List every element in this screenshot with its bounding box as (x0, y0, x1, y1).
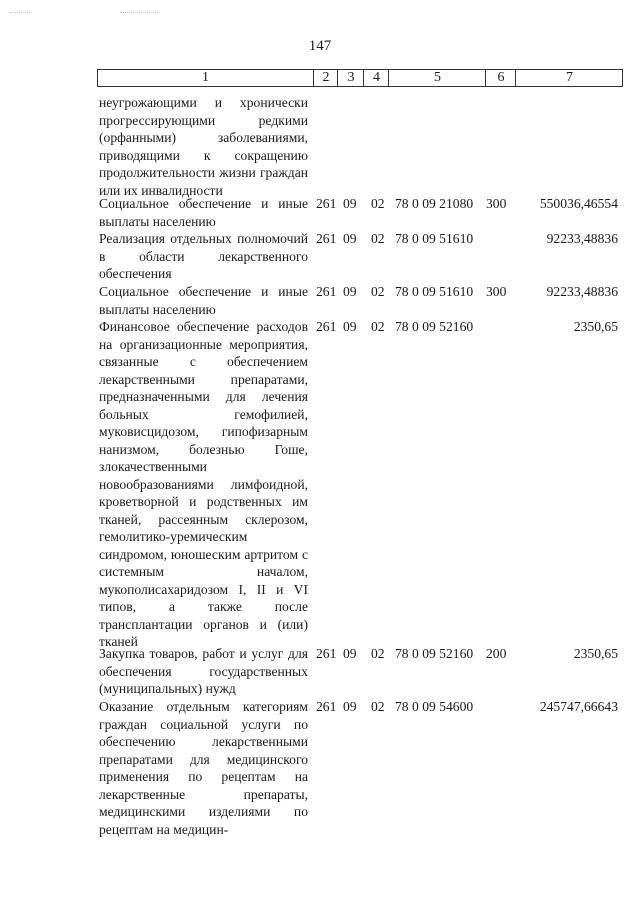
row-section-code: 09 (343, 646, 357, 661)
header-col-2: 2 (313, 70, 338, 86)
row-expense-type-code: 200 (486, 646, 507, 661)
row-subsection-code: 02 (371, 196, 385, 211)
row-amount: 92233,48836 (546, 231, 618, 246)
row-admin-code: 261 (316, 284, 337, 299)
row-section-code: 09 (343, 196, 357, 211)
row-description: Социальное обеспечение и иные выплаты населению (99, 196, 308, 229)
row-description: Закупка товаров, работ и услуг для обеспечения государственных (муниципальных) нужд (99, 646, 308, 696)
row-description: Оказание отдельным категориям граждан социальной услуги по обеспечению лекарственными препаратами для медицинского применения по рецептам на лекарственные препараты, медицинскими изделиями по рецептам на медицин- (99, 699, 308, 837)
row-admin-code: 261 (316, 699, 337, 714)
row-amount: 2350,65 (573, 319, 618, 334)
row-description: Социальное обеспечение и иные выплаты населению (99, 284, 308, 317)
header-col-3: 3 (337, 70, 364, 86)
row-amount: 550036,46554 (539, 196, 618, 211)
scan-mark-top (10, 12, 32, 13)
row-target-article-code: 78 0 09 51610 (395, 231, 474, 246)
row-amount: 245747,66643 (539, 699, 618, 714)
header-col-7: 7 (515, 70, 623, 86)
row-subsection-code: 02 (371, 319, 385, 334)
row-description: Финансовое обеспечение расходов на организационные мероприятия, связанные с обеспечением лекарственными препаратами, предназначенными для лечения больных гемофилией, муковисцидозом, гипофизарным нанизмом, болезнью Гоше, злокачественными новообразованиями лимфоидной, кроветворной и родственных им тканей, рассеянным склерозом, гемолитико-уремическим синдромом, юношеским артритом с системным началом, мукополисахаридозом I, II и VI типов, а также после трансплантации органов и (или) тканей (99, 319, 308, 649)
row-section-code: 09 (343, 284, 357, 299)
row-subsection-code: 02 (371, 284, 385, 299)
row-amount: 92233,48836 (546, 284, 618, 299)
header-col-4: 4 (363, 70, 389, 86)
row-admin-code: 261 (316, 646, 337, 661)
row-subsection-code: 02 (371, 646, 385, 661)
row-target-article-code: 78 0 09 52160 (395, 646, 474, 661)
row-admin-code: 261 (316, 319, 337, 334)
row-admin-code: 261 (316, 196, 337, 211)
row-target-article-code: 78 0 09 52160 (395, 319, 474, 334)
row-admin-code: 261 (316, 231, 337, 246)
row-expense-type-code: 300 (486, 284, 507, 299)
row-section-code: 09 (343, 231, 357, 246)
header-col-6: 6 (485, 70, 516, 86)
page-number: 147 (308, 38, 332, 54)
row-target-article-code: 78 0 09 51610 (395, 284, 474, 299)
row-target-article-code: 78 0 09 21080 (395, 196, 474, 211)
row-section-code: 09 (343, 699, 357, 714)
row-subsection-code: 02 (371, 231, 385, 246)
row-description: неугрожающими и хронически прогрессирующими редкими (орфанными) заболеваниями, приводящими к сокращению продолжительности жизни граждан или их инвалидности (99, 95, 308, 198)
row-amount: 2350,65 (573, 646, 618, 661)
row-target-article-code: 78 0 09 54600 (395, 699, 474, 714)
scan-mark-top-2 (120, 12, 160, 13)
header-col-5: 5 (388, 70, 486, 86)
row-subsection-code: 02 (371, 699, 385, 714)
header-col-1: 1 (202, 70, 209, 85)
row-expense-type-code: 300 (486, 196, 507, 211)
row-section-code: 09 (343, 319, 357, 334)
row-description: Реализация отдельных полномочий в области лекарственного обеспечения (99, 231, 308, 281)
table-header (97, 69, 623, 87)
